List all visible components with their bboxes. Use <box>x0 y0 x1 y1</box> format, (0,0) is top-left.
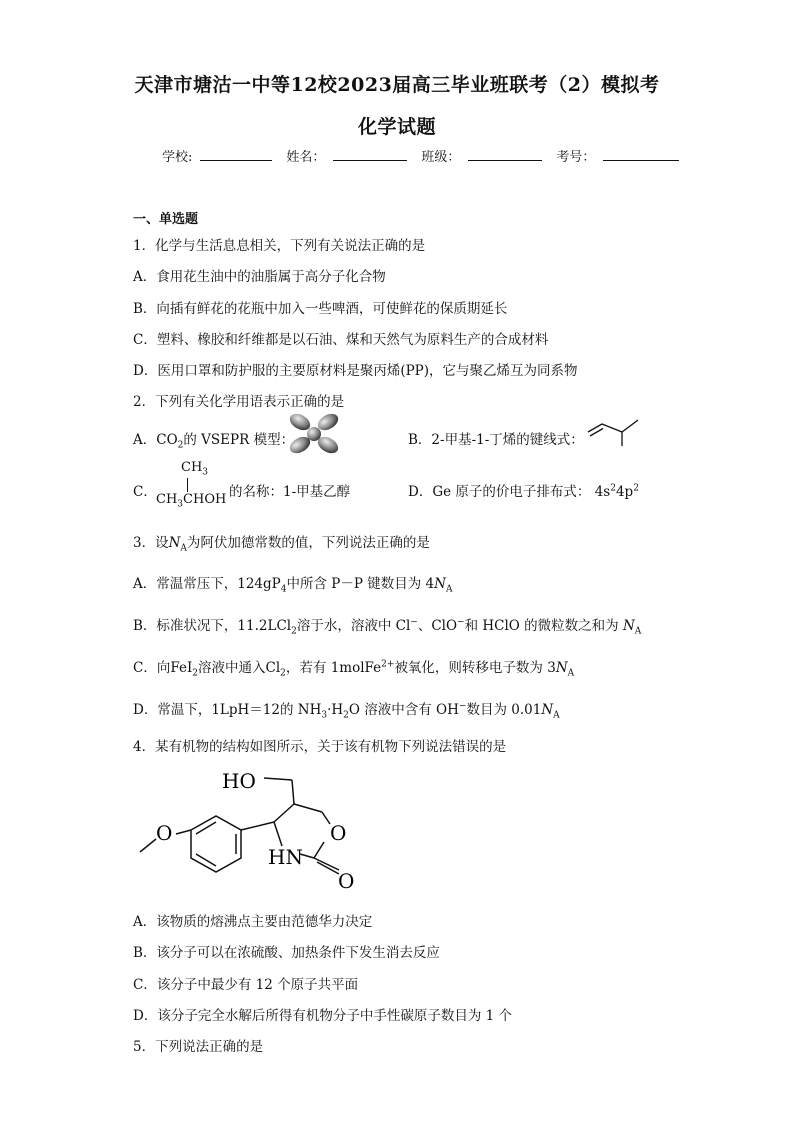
class-label: 班级： <box>421 150 461 165</box>
exam-subtitle: 化学试题 <box>357 116 436 138</box>
vsepr-model-diagram <box>285 412 343 456</box>
q1-option-d: D．医用口罩和防护服的主要原材料是聚丙烯(PP)，它与聚乙烯互为同系物 <box>133 363 578 379</box>
school-blank[interactable] <box>200 146 272 161</box>
student-info-row <box>162 146 685 165</box>
amine-label: HN <box>268 845 303 869</box>
methoxy-oxygen: O <box>156 821 173 845</box>
q2-option-d: D．Ge 原子的价电子排布式： $4s^24p^2$ <box>408 483 639 500</box>
q4-option-a: A．该物质的熔沸点主要由范德华力决定 <box>133 914 373 930</box>
q3-stem: 3．设$N_A$为阿伏加德常数的值，下列说法正确的是 <box>133 535 430 554</box>
q4-stem: 4．某有机物的结构如图所示，关于该有机物下列说法错误的是 <box>133 739 507 755</box>
bond-line-structure <box>586 414 642 448</box>
exam-number-blank[interactable] <box>603 146 679 161</box>
q1-option-a: A．食用花生油中的油脂属于高分子化合物 <box>133 269 386 285</box>
name-blank[interactable] <box>333 146 407 161</box>
organic-structure-diagram <box>134 760 374 900</box>
class-blank[interactable] <box>468 146 542 161</box>
q1-option-c: C．塑料、橡胶和纤维都是以石油、煤和天然气为原料生产的合成材料 <box>133 332 549 348</box>
q4-option-b: B．该分子可以在浓硫酸、加热条件下发生消去反应 <box>133 945 440 961</box>
q3-option-c: C．向FeI$_2$溶液中通入$Cl_2$，若有 1molFe$^{2+}$被氧化，则转移电子数为 $3N_A$ <box>133 659 575 679</box>
q3-option-d: D．常温下，1LpH＝12的 $NH_3\cdot H_2O$ 溶液中含有 OH−数目为 $0.01N_A$ <box>133 701 560 721</box>
q5-stem: 5．下列说法正确的是 <box>133 1039 264 1055</box>
q4-option-d: D．该分子完全水解后所得有机物分子中手性碳原子数目为 1 个 <box>133 1008 512 1024</box>
q2-option-b: B．2-甲基-1-丁烯的键线式： <box>408 432 584 448</box>
q3-option-b: B．标准状况下，11.2LCl$_2$溶于水，溶液中 Cl−、ClO−和 HClO 的微粒数之和为 $N_A$ <box>133 617 642 637</box>
exam-number-label: 考号： <box>556 150 596 165</box>
exam-title: 天津市塘沽一中等12校2023届高三毕业班联考（2）模拟考 <box>134 74 660 96</box>
q1-stem: 1．化学与生活息息相关，下列有关说法正确的是 <box>133 238 426 254</box>
q4-option-c: C．该分子中最少有 12 个原子共平面 <box>133 977 359 993</box>
school-label: 学校: <box>162 150 193 165</box>
q2-option-c-label: C． <box>133 484 157 500</box>
q2-option-c-formula: $CH_3$ $CH_3CHOH$ <box>156 460 227 510</box>
q3-option-a: A．常温常压下，$124gP_4$中所含 P－P 键数目为 $4N_A$ <box>133 576 453 595</box>
section-heading: 一、单选题 <box>133 212 199 227</box>
carbonyl-oxygen: O <box>338 869 355 893</box>
q2-stem: 2．下列有关化学用语表示正确的是 <box>133 394 345 410</box>
vertical-bond <box>187 478 188 492</box>
hydroxyl-label: HO <box>222 769 256 793</box>
ring-oxygen: O <box>330 821 347 845</box>
q2-option-c-name: 的名称：1-甲基乙醇 <box>229 484 351 500</box>
q1-option-b: B．向插有鲜花的花瓶中加入一些啤酒，可使鲜花的保质期延长 <box>133 301 508 317</box>
name-label: 姓名： <box>286 150 326 165</box>
q2-option-a: A．$CO_2$的 VSEPR 模型： <box>133 432 295 451</box>
